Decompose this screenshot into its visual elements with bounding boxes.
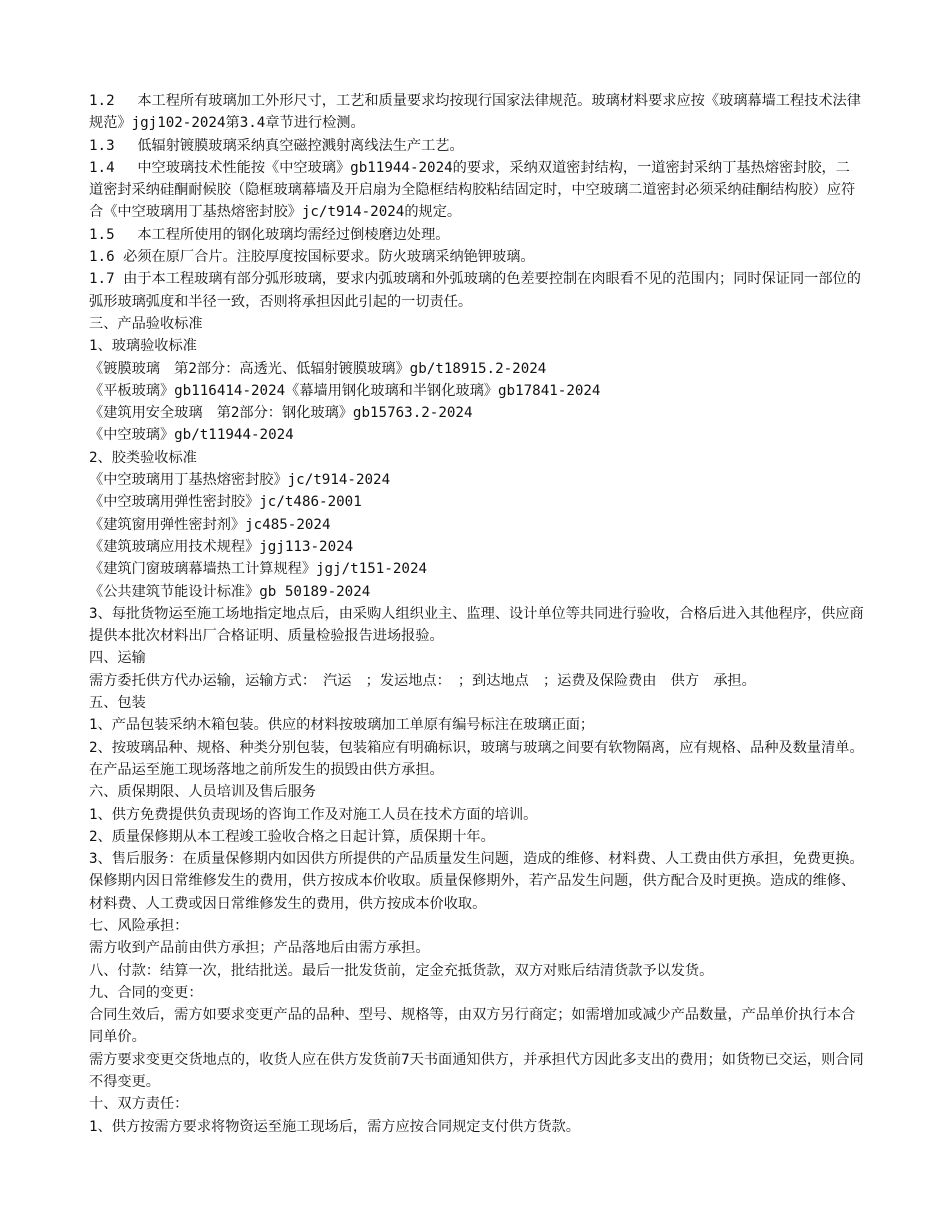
section-heading-responsibilities: 十、双方责任： bbox=[89, 1096, 189, 1113]
standard-item: 《建筑门窗玻璃幕墙热工计算规程》jgj/t151-2024 bbox=[89, 561, 428, 578]
standard-item: 《镀膜玻璃 第2部分：高透光、低辐射镀膜玻璃》gb/t18915.2-2024 bbox=[89, 360, 547, 377]
warranty-clause-3: 3、售后服务：在质量保修期内如因供方所提供的产品质量发生问题，造成的维修、材料费、人工费由供方承担，免费更换。保修期内因日常维修发生的费用，供方按成本价收取。质量保修期外，若产品发生问题，供方配合及时更换。造成的维修、材料费、人工费或因日常维修发生的费用，供方按成本价收取。 bbox=[89, 851, 864, 912]
standard-item: 《中空玻璃》gb/t11944-2024 bbox=[89, 427, 294, 444]
clause-1-3: 1.3 低辐射镀膜玻璃采纳真空磁控溅射离线法生产工艺。 bbox=[89, 137, 464, 154]
packaging-clause-1: 1、产品包装采纳木箱包装。供应的材料按玻璃加工单原有编号标注在玻璃正面； bbox=[89, 717, 595, 734]
transport-terms: 需方委托供方代办运输，运输方式： 汽运 ；发运地点： ；到达地点 ；运费及保险费由 供方 承担。 bbox=[89, 672, 756, 689]
standard-item: 《平板玻璃》gb116414-2024《幕墙用钢化玻璃和半钢化玻璃》gb17841-2024 bbox=[89, 382, 601, 399]
section-heading-risk: 七、风险承担： bbox=[89, 917, 189, 934]
clause-1-7: 1.7 由于本工程玻璃有部分弧形玻璃，要求内弧玻璃和外弧玻璃的色差要控制在肉眼看不见的范围内；同时保证同一部位的弧形玻璃弧度和半径一致，否则将承担因此引起的一切责任。 bbox=[89, 271, 861, 310]
document-body bbox=[89, 90, 864, 1138]
clause-1-5: 1.5 本工程所使用的钢化玻璃均需经过倒棱磨边处理。 bbox=[89, 226, 450, 243]
standard-item: 《建筑窗用弹性密封剂》jc485-2024 bbox=[89, 516, 331, 533]
clause-1-4: 1.4 中空玻璃技术性能按《中空玻璃》gb11944-2024的要求，采纳双道密封结构，一道密封采纳丁基热熔密封胶，二道密封采纳硅酮耐候胶（隐框玻璃幕墙及开启扇为全隐框结构胶粘结固定时，中空玻璃二道密封必须采纳硅酮结构胶）应符合《中空玻璃用丁基热熔密封胶》jc/t914-2024的规定。 bbox=[89, 159, 856, 221]
standard-item: 《中空玻璃用弹性密封胶》jc/t486-2001 bbox=[89, 494, 362, 511]
clause-1-6: 1.6 必须在原厂合片。注胶厚度按国标要求。防火玻璃采纳铯钾玻璃。 bbox=[89, 249, 535, 266]
section-heading-changes: 九、合同的变更： bbox=[89, 984, 203, 1001]
subheading-sealant-standards: 2、胶类验收标准 bbox=[89, 449, 197, 466]
warranty-clause-1: 1、供方免费提供负责现场的咨询工作及对施工人员在技术方面的培训。 bbox=[89, 806, 538, 823]
standard-item: 《公共建筑节能设计标准》gb 50189-2024 bbox=[89, 583, 371, 600]
section-heading-packaging: 五、包装 bbox=[89, 695, 146, 712]
risk-terms: 需方收到产品前由供方承担；产品落地后由需方承担。 bbox=[89, 940, 430, 957]
section-heading-warranty: 六、质保期限、人员培训及售后服务 bbox=[89, 784, 317, 801]
warranty-clause-2: 2、质量保修期从本工程竣工验收合格之日起计算，质保期十年。 bbox=[89, 828, 495, 845]
packaging-clause-2: 2、按玻璃品种、规格、种类分别包装，包装箱应有明确标识，玻璃与玻璃之间要有软物隔离，应有规格、品种及数量清单。在产品运至施工现场落地之前所发生的损毁由供方承担。 bbox=[89, 739, 864, 778]
responsibilities-clause-1: 1、供方按需方要求将物资运至施工现场后，需方应按合同规定支付供方货款。 bbox=[89, 1118, 580, 1135]
subheading-glass-standards: 1、玻璃验收标准 bbox=[89, 338, 197, 355]
section-heading-transport: 四、运输 bbox=[89, 650, 146, 667]
changes-clause-1: 合同生效后，需方如要求变更产品的品种、型号、规格等，由双方另行商定；如需增加或减少产品数量，产品单价执行本合同单价。 bbox=[89, 1007, 856, 1046]
clause-1-2: 1.2 本工程所有玻璃加工外形尺寸，工艺和质量要求均按现行国家法律规范。玻璃材料要求应按《玻璃幕墙工程技术法律规范》jgj102-2024第3.4章节进行检测。 bbox=[89, 93, 861, 132]
standard-item: 《建筑玻璃应用技术规程》jgj113-2024 bbox=[89, 538, 354, 555]
standard-item: 《建筑用安全玻璃 第2部分：钢化玻璃》gb15763.2-2024 bbox=[89, 405, 473, 422]
section-heading-acceptance: 三、产品验收标准 bbox=[89, 315, 203, 332]
acceptance-procedure: 3、每批货物运至施工场地指定地点后，由采购人组织业主、监理、设计单位等共同进行验收，合格后进入其他程序，供应商提供本批次材料出厂合格证明、质量检验报告进场报验。 bbox=[89, 605, 864, 645]
section-heading-payment: 八、付款：结算一次，批结批送。最后一批发货前，定金充抵货款，双方对账后结清货款予以发货。 bbox=[89, 962, 714, 979]
standard-item: 《中空玻璃用丁基热熔密封胶》jc/t914-2024 bbox=[89, 472, 391, 489]
changes-clause-2: 需方要求变更交货地点的，收货人应在供方发货前7天书面通知供方，并承担代方因此多支出的费用；如货物已交运，则合同不得变更。 bbox=[89, 1051, 864, 1091]
